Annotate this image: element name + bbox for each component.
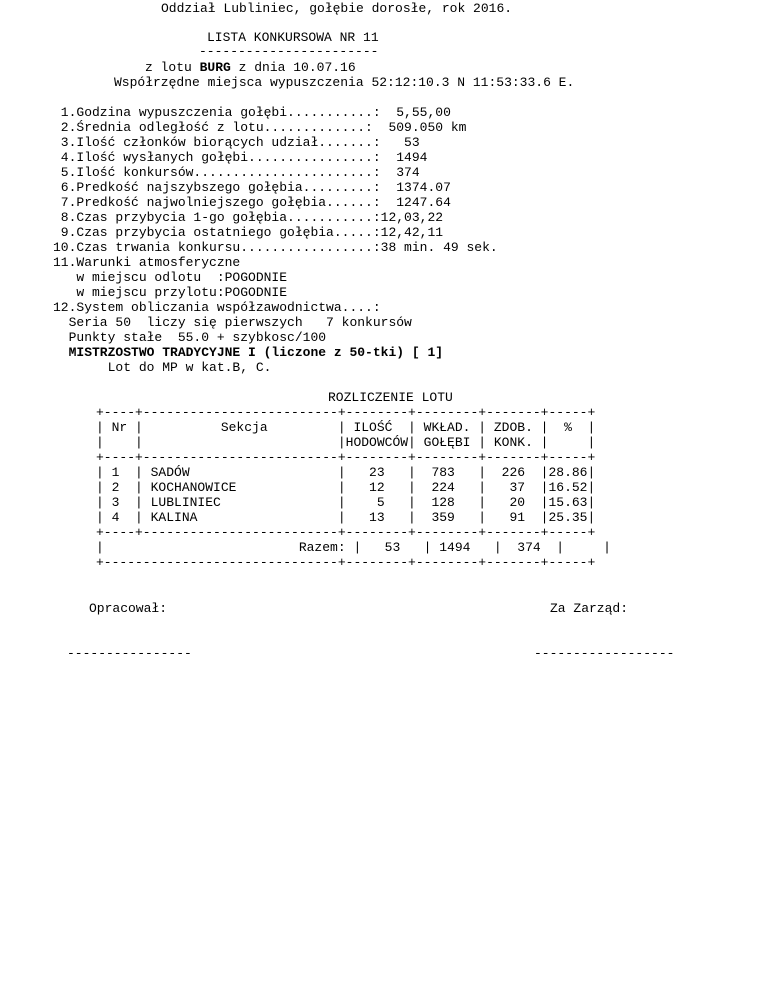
table-border: +------------------------------+--------+--------+-------+-----+ xyxy=(96,555,596,570)
table-header-row: | Nr | Sekcja | ILOŚĆ | WKŁAD. | ZDOB. | % | xyxy=(96,420,596,435)
stat-line: 9.Czas przybycia ostatniego gołębia.....:12,42,11 xyxy=(53,225,444,240)
table-border: +----+-------------------------+--------+--------+-------+-----+ xyxy=(96,525,596,540)
stat-line: Punkty stałe 55.0 + szybkosc/100 xyxy=(53,330,327,345)
stat-line: w miejscu przylotu:POGODNIE xyxy=(53,285,288,300)
stat-line: 8.Czas przybycia 1-go gołębia...........:12,03,22 xyxy=(53,210,444,225)
stat-line: 10.Czas trwania konkursu.................:38 min. 49 sek. xyxy=(53,240,498,255)
table-row: | 1 | SADÓW | 23 | 783 | 226 |28.86| xyxy=(96,465,596,480)
table-border: +----+-------------------------+--------+--------+-------+-----+ xyxy=(96,450,596,465)
stat-line: 11.Warunki atmosferyczne xyxy=(53,255,241,270)
settlement-title: ROZLICZENIE LOTU xyxy=(328,390,453,405)
board-signature-line: ------------------ xyxy=(534,646,675,661)
title-underline: ----------------------- xyxy=(199,44,379,59)
stat-line: 5.Ilość konkursów.......................: 374 xyxy=(53,165,420,180)
flight-line xyxy=(145,60,356,75)
table-border: +----+-------------------------+--------+--------+-------+-----+ xyxy=(96,405,596,420)
stat-line: 7.Predkość najwolniejszego gołębia......: 1247.64 xyxy=(53,195,451,210)
stat-line: 3.Ilość członków biorących udział.......: 53 xyxy=(53,135,420,150)
mp-category-note: Lot do MP w kat.B, C. xyxy=(53,360,272,375)
championship-line: MISTRZOSTWO TRADYCYJNE I (liczone z 50-tki) [ 1] xyxy=(53,345,444,360)
flight-place: BURG xyxy=(199,60,231,75)
branch-line: Oddział Lubliniec, gołębie dorosłe, rok 2016. xyxy=(161,1,513,16)
prepared-signature-line: ---------------- xyxy=(67,646,192,661)
board-label: Za Zarząd: xyxy=(550,601,629,616)
stat-line: 4.Ilość wysłanych gołębi................: 1494 xyxy=(53,150,428,165)
stat-line: 12.System obliczania współzawodnictwa....: xyxy=(53,300,381,315)
stat-line: 2.Średnia odległość z lotu.............: 509.050 km xyxy=(53,120,467,135)
table-header-row: | | |HODOWCÓW| GOŁĘBI | KONK. | | xyxy=(96,435,596,450)
list-title: LISTA KONKURSOWA NR 11 xyxy=(207,30,379,45)
release-coordinates: Współrzędne miejsca wypuszczenia 52:12:10.3 N 11:53:33.6 E. xyxy=(114,75,575,90)
stat-line: w miejscu odlotu :POGODNIE xyxy=(53,270,288,285)
table-total-row: | Razem: | 53 | 1494 | 374 | | xyxy=(96,540,611,555)
table-row: | 4 | KALINA | 13 | 359 | 91 |25.35| xyxy=(96,510,596,525)
flight-date: z dnia 10.07.16 xyxy=(230,60,356,75)
stat-line: 6.Predkość najszybszego gołębia.........: 1374.07 xyxy=(53,180,451,195)
table-row: | 2 | KOCHANOWICE | 12 | 224 | 37 |16.52| xyxy=(96,480,596,495)
table-row: | 3 | LUBLINIEC | 5 | 128 | 20 |15.63| xyxy=(96,495,596,510)
flight-prefix: z lotu xyxy=(145,60,200,75)
stat-line: Seria 50 liczy się pierwszych 7 konkursów xyxy=(53,315,412,330)
prepared-by-label: Opracował: xyxy=(89,601,168,616)
stat-line: 1.Godzina wypuszczenia gołębi...........: 5,55,00 xyxy=(53,105,451,120)
